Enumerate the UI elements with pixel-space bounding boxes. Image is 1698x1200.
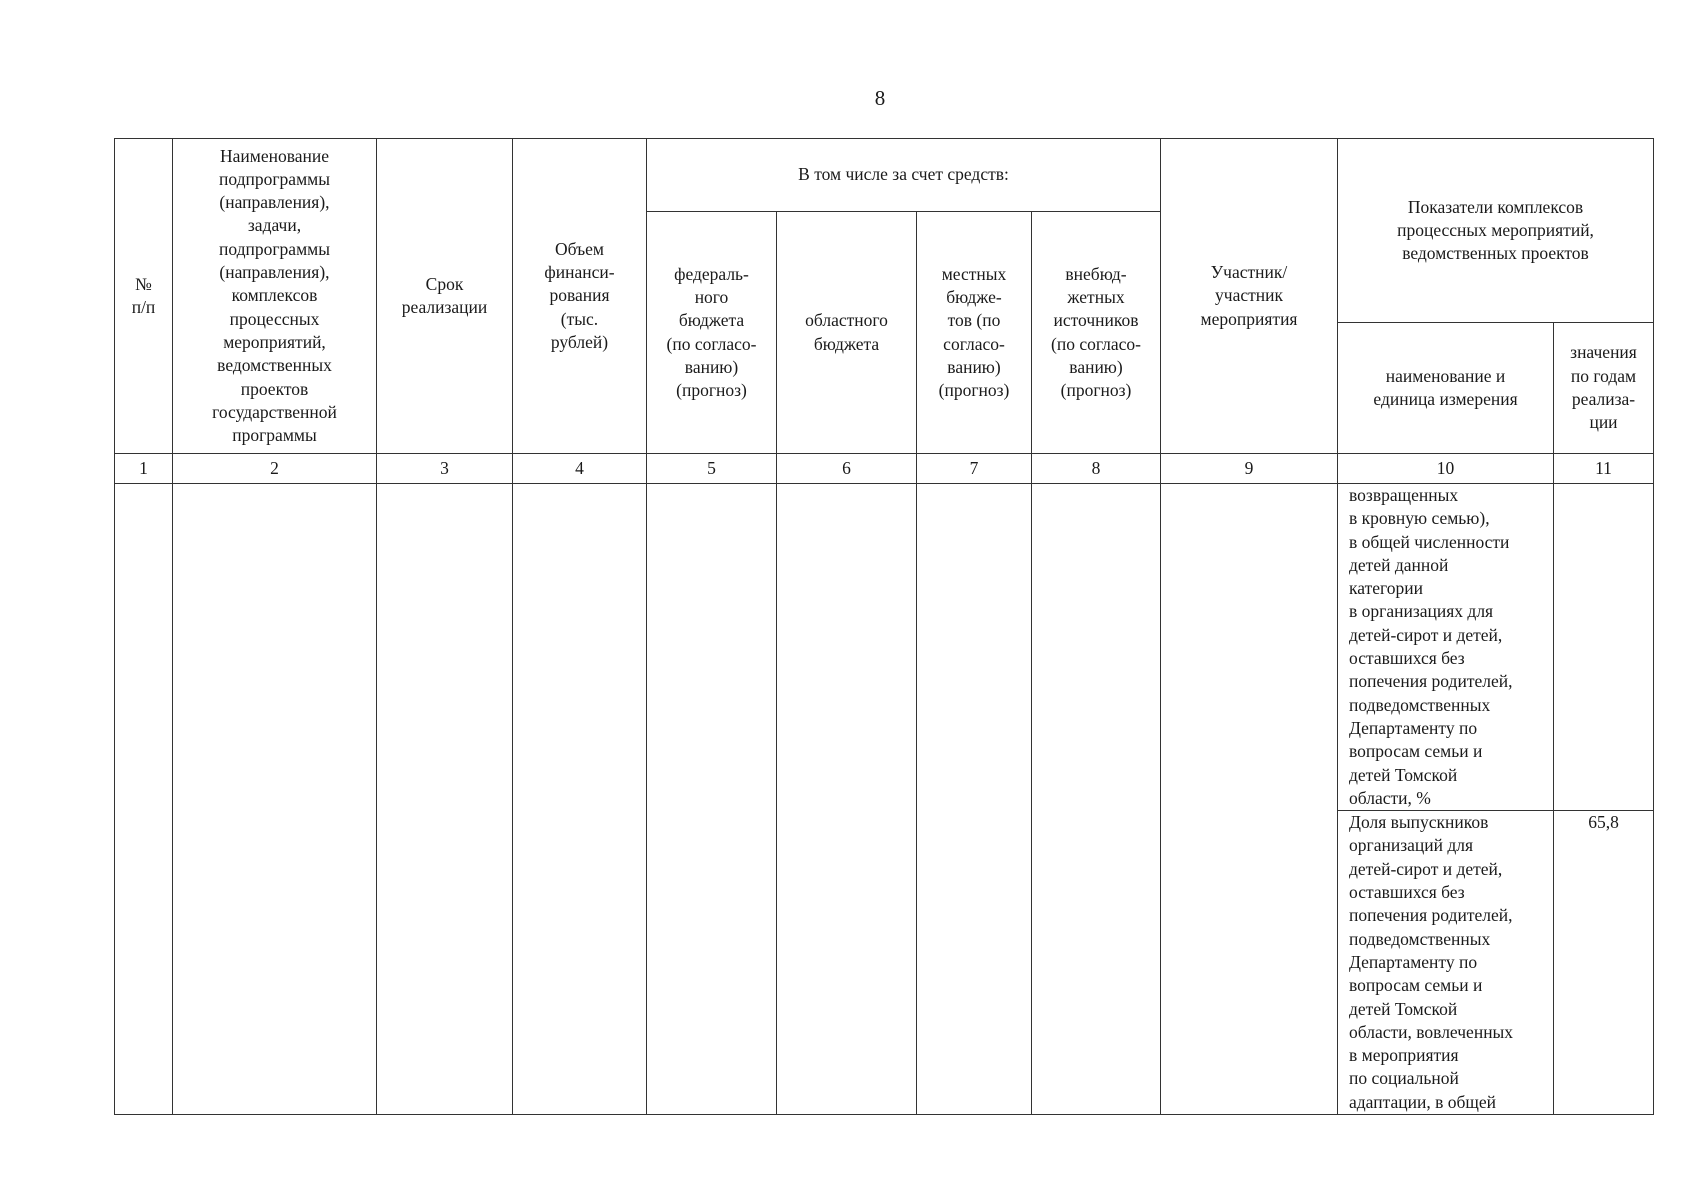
cell-empty [647, 484, 777, 1115]
column-number: 9 [1161, 454, 1338, 484]
indicator-name-cell: Доля выпускников организаций для детей-сирот и детей, оставшихся без попечения родителей, подведомственных Департаменту по вопросам семьи и детей Томской области, вовлеченных в мероприятия по социальной адаптации, в общей [1338, 811, 1554, 1115]
header-number: № п/п [115, 139, 173, 454]
column-number: 11 [1554, 454, 1654, 484]
header-row-1 [115, 139, 1654, 212]
cell-empty [917, 484, 1032, 1115]
header-indicators: Показатели комплексов процессных мероприятий, ведомственных проектов [1338, 139, 1654, 323]
column-number: 10 [1338, 454, 1554, 484]
page-number: 8 [874, 86, 886, 110]
cell-empty [777, 484, 917, 1115]
program-table [114, 138, 1654, 1115]
indicator-name-cell: возвращенных в кровную семью), в общей численности детей данной категории в организациях для детей-сирот и детей, оставшихся без попечения родителей, подведомственных Департаменту по вопросам семьи и детей Томской области, % [1338, 484, 1554, 811]
column-number: 3 [377, 454, 513, 484]
column-number: 6 [777, 454, 917, 484]
header-funding-sources: В том числе за счет средств: [647, 139, 1161, 212]
header-indicator-name: наименование и единица измерения [1338, 323, 1554, 454]
column-number: 7 [917, 454, 1032, 484]
column-number: 8 [1032, 454, 1161, 484]
header-local-budgets: местных бюдже- тов (по согласо- ванию) (прогноз) [917, 212, 1032, 454]
cell-empty [377, 484, 513, 1115]
cell-empty [115, 484, 173, 1115]
header-program-name: Наименование подпрограммы (направления), задачи, подпрограммы (направления), комплексов процессных мероприятий, ведомственных проектов государственной программы [173, 139, 377, 454]
header-regional-budget: областного бюджета [777, 212, 917, 454]
header-federal-budget: федераль- ного бюджета (по согласо- ванию) (прогноз) [647, 212, 777, 454]
header-period: Срок реализации [377, 139, 513, 454]
column-number: 2 [173, 454, 377, 484]
column-number: 4 [513, 454, 647, 484]
indicator-value-cell [1554, 484, 1654, 811]
header-funding-volume: Объем финанси- рования (тыс. рублей) [513, 139, 647, 454]
column-number-row [115, 454, 1654, 484]
table-row [115, 484, 1654, 811]
header-extrabudgetary: внебюд- жетных источников (по согласо- ванию) (прогноз) [1032, 212, 1161, 454]
cell-empty [173, 484, 377, 1115]
column-number: 5 [647, 454, 777, 484]
header-indicator-values: значения по годам реализа- ции [1554, 323, 1654, 454]
cell-empty [1161, 484, 1338, 1115]
cell-empty [1032, 484, 1161, 1115]
indicator-value-cell: 65,8 [1554, 811, 1654, 1115]
cell-empty [513, 484, 647, 1115]
column-number: 1 [115, 454, 173, 484]
header-participant: Участник/ участник мероприятия [1161, 139, 1338, 454]
